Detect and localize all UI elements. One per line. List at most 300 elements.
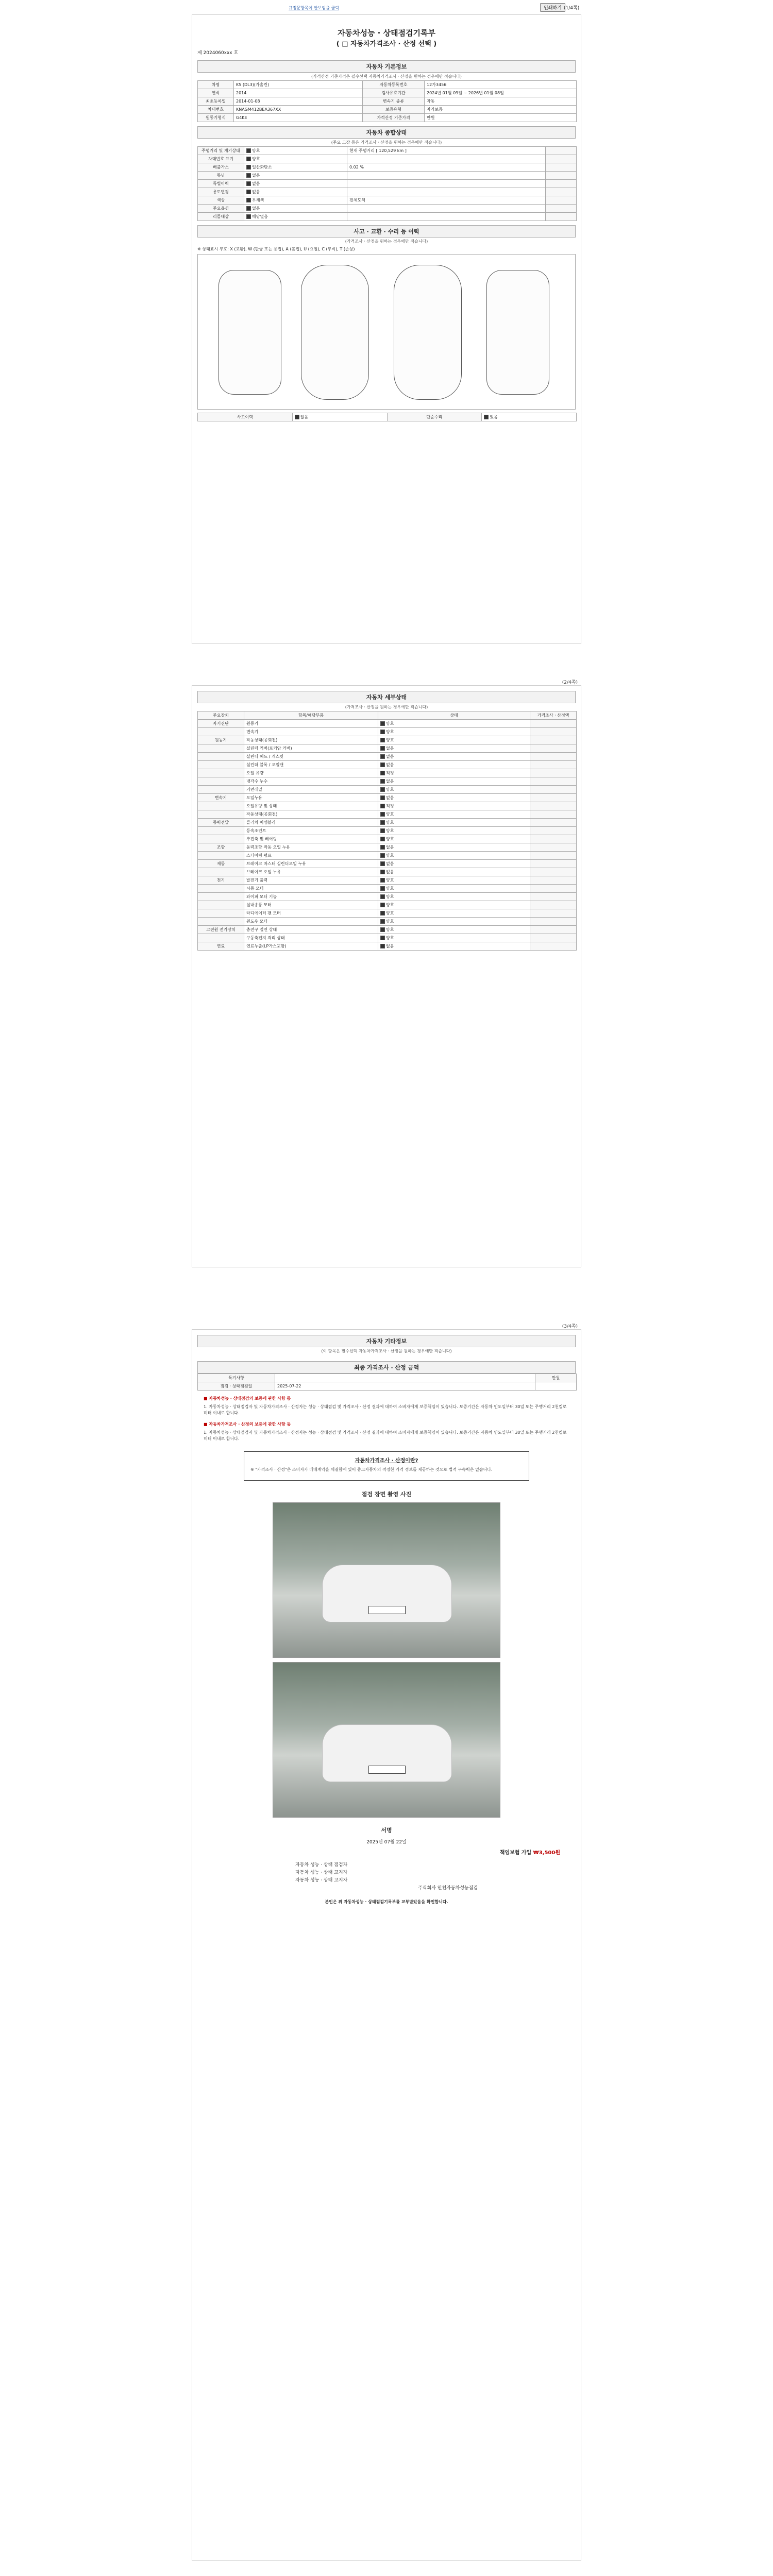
- detail-price: [530, 901, 577, 909]
- detail-item: 클러치 어셈블리: [244, 819, 378, 827]
- detail-group: [198, 769, 244, 777]
- detail-state-text: 양호: [386, 787, 394, 792]
- checkbox-icon: [380, 886, 385, 891]
- detail-price: [530, 876, 577, 885]
- basic-row: [198, 97, 577, 106]
- checkbox-icon: [380, 927, 385, 932]
- detail-group: 자기진단: [198, 720, 244, 728]
- car-diagram: [197, 254, 576, 410]
- detail-state: [378, 802, 530, 810]
- checkbox-icon: [380, 870, 385, 874]
- state-status-text: 없음: [252, 181, 260, 186]
- detail-item: 등속조인트: [244, 827, 378, 835]
- detail-price: [530, 885, 577, 893]
- detail-item: 작동상태(공회전): [244, 736, 378, 744]
- detail-state-text: 없음: [386, 845, 394, 850]
- checkbox-icon: [380, 762, 385, 767]
- state-item: 용도변경: [198, 188, 244, 196]
- detail-state-text: 적정: [386, 771, 394, 775]
- detail-price: [530, 918, 577, 926]
- basic-info-note: (가격산정 기준가격은 필수선택 자동차가격조사 · 산정을 원하는 경우에만 적습니다): [311, 74, 462, 79]
- detail-price: [530, 728, 577, 736]
- page-number: (1/4쪽): [564, 6, 580, 11]
- detail-state: [378, 753, 530, 761]
- notes-label: 특기사항: [198, 1374, 275, 1382]
- state-detail: [347, 213, 546, 221]
- detail-item: 브레이크 마스터 실린더오일 누유: [244, 860, 378, 868]
- detail-row: [198, 926, 577, 934]
- basic-label-2: 보증유형: [363, 106, 425, 114]
- state-price: [546, 155, 577, 163]
- detail-group: [198, 885, 244, 893]
- detail-row: [198, 843, 577, 852]
- state-detail: [347, 205, 546, 213]
- basic-label: 원동기형식: [198, 114, 234, 122]
- state-row: [198, 155, 577, 163]
- detail-price: [530, 744, 577, 753]
- checkbox-icon: [380, 919, 385, 924]
- state-status-text: 없음: [252, 190, 260, 194]
- state-item: 차대번호 표기: [198, 155, 244, 163]
- checkbox-icon: [380, 853, 385, 858]
- detail-item: 시동 모터: [244, 885, 378, 893]
- accident-label: 사고이력: [198, 413, 293, 421]
- page-3: [192, 1324, 581, 2561]
- state-detail: [347, 172, 546, 180]
- checkbox-icon: [246, 173, 251, 178]
- price-unit: 만원: [535, 1374, 577, 1382]
- basic-value-2: 만원: [425, 114, 577, 122]
- checkbox-icon: [246, 190, 251, 194]
- sign-company: 주식회사 인천자동차성능점검: [418, 1886, 478, 1891]
- other-info-section: 자동차 기타정보: [197, 1335, 576, 1347]
- detail-header-price: 가격조사 · 산정액: [530, 711, 577, 720]
- checkbox-icon: [380, 804, 385, 808]
- accident-section: 사고 · 교환 · 수리 등 이력: [197, 225, 576, 238]
- detail-group: [198, 835, 244, 843]
- detail-state: [378, 901, 530, 909]
- state-detail: 전체도색: [347, 196, 546, 205]
- detail-item: 오일누유: [244, 794, 378, 802]
- license-plate-rear: [368, 1766, 406, 1774]
- checkbox-icon: [380, 746, 385, 751]
- checkbox-icon: [380, 861, 385, 866]
- checkbox-icon: [380, 738, 385, 742]
- print-button[interactable]: 인쇄하기: [540, 3, 565, 12]
- detail-price: [530, 942, 577, 951]
- detail-group: [198, 909, 244, 918]
- state-status: [244, 196, 347, 205]
- detail-item: 발전기 출력: [244, 876, 378, 885]
- detail-price: [530, 810, 577, 819]
- checkbox-icon: [380, 779, 385, 784]
- check-date-value: 2025-07-22: [275, 1382, 535, 1391]
- detail-row: [198, 819, 577, 827]
- detail-price: [530, 720, 577, 728]
- basic-info-section: 자동차 기본정보: [197, 60, 576, 73]
- checkbox-icon: [380, 812, 385, 817]
- basic-value: KNAGM412BEA367XX: [234, 106, 363, 114]
- checkbox-icon: [380, 837, 385, 841]
- sign-section-title: 서명: [381, 1827, 392, 1834]
- checkbox-icon: [380, 903, 385, 907]
- detail-state-text: 없음: [386, 861, 394, 866]
- detail-state: [378, 819, 530, 827]
- detail-state: [378, 843, 530, 852]
- state-row: [198, 213, 577, 221]
- detail-item: 원동기: [244, 720, 378, 728]
- accident-status-table: [197, 413, 577, 421]
- accident-legend: ※ 상태표시 부호: X (교환), W (판금 또는 용접), A (흠집), U (요철), C (부식), T (손상): [197, 247, 355, 251]
- detail-row: [198, 802, 577, 810]
- detail-state: [378, 794, 530, 802]
- sign-fee-amount: ₩3,500원: [533, 1850, 560, 1856]
- detail-row: [198, 810, 577, 819]
- sign-fee: [213, 1848, 560, 1856]
- state-row: [198, 172, 577, 180]
- detail-group: 고전원 전기장치: [198, 926, 244, 934]
- detail-item: 실린더 블록 / 오일팬: [244, 761, 378, 769]
- detail-item: 실린더 커버(로커암 커버): [244, 744, 378, 753]
- car-right-view: [486, 270, 549, 395]
- state-row: [198, 180, 577, 188]
- detail-state-text: 없음: [386, 754, 394, 759]
- overall-state-note: (주요 고장 등은 가격조사 · 산정을 원하는 경우에만 적습니다): [331, 140, 442, 145]
- detail-row: [198, 893, 577, 901]
- checkbox-icon: [295, 415, 299, 419]
- detail-row: [198, 901, 577, 909]
- detail-state: [378, 736, 530, 744]
- detail-state: [378, 810, 530, 819]
- detail-price: [530, 934, 577, 942]
- detail-header-state: 상태: [378, 711, 530, 720]
- notice-text: 1. 자동차성능 · 상태점검자 및 자동차가격조사 · 산정자는 성능 · 상태점검 및 가격조사 · 산정 결과에 대하여 소비자에게 보증책임이 있습니다. 보증기간은 자동차 인도일부터 30일 또는 주행거리 2천킬로미터 이내로 합니다.: [204, 1404, 567, 1415]
- detail-item: 동력조향 작동 오일 누유: [244, 843, 378, 852]
- state-status: [244, 180, 347, 188]
- detail-row: [198, 876, 577, 885]
- state-status: [244, 147, 347, 155]
- basic-value-2: 2024년 01월 09일 ~ 2026년 01월 08일: [425, 89, 577, 97]
- detail-row: [198, 728, 577, 736]
- detail-state: [378, 876, 530, 885]
- detail-item: 변속기: [244, 728, 378, 736]
- detail-item: 연료누출(LP가스포함): [244, 942, 378, 951]
- detail-state: [378, 909, 530, 918]
- detail-header-item: 항목/해당부품: [244, 711, 378, 720]
- detail-item: 윈도우 모터: [244, 918, 378, 926]
- detail-row: [198, 761, 577, 769]
- detail-state: [378, 885, 530, 893]
- checkbox-icon: [246, 157, 251, 161]
- state-price: [546, 188, 577, 196]
- detail-group: [198, 761, 244, 769]
- basic-row: [198, 81, 577, 89]
- checkbox-icon: [246, 181, 251, 186]
- detail-item: 커먼레일: [244, 786, 378, 794]
- car-top-view: [301, 265, 369, 400]
- detail-price: [530, 736, 577, 744]
- warning-box-title: 자동차가격조사 · 산정이란?: [355, 1458, 418, 1464]
- checkbox-icon: [246, 198, 251, 202]
- state-row: [198, 188, 577, 196]
- detail-state: [378, 769, 530, 777]
- detail-group: [198, 852, 244, 860]
- detail-row: [198, 835, 577, 843]
- state-status-text: 해당없음: [252, 214, 268, 219]
- detail-row: [198, 918, 577, 926]
- state-status: [244, 213, 347, 221]
- basic-label: 차명: [198, 81, 234, 89]
- detail-price: [530, 868, 577, 876]
- basic-value: 2014: [234, 89, 363, 97]
- state-detail: [347, 155, 546, 163]
- detail-item: 와이퍼 모터 기능: [244, 893, 378, 901]
- overall-state-section: 자동차 종합상태: [197, 126, 576, 139]
- detail-state-text: 양호: [386, 878, 394, 883]
- detail-row: [198, 909, 577, 918]
- detail-state-text: 양호: [386, 738, 394, 742]
- detail-state: [378, 934, 530, 942]
- basic-value-2: 자가보증: [425, 106, 577, 114]
- basic-label-2: 변속기 종류: [363, 97, 425, 106]
- page-2: [192, 680, 581, 1267]
- detail-price: [530, 909, 577, 918]
- detail-state: [378, 720, 530, 728]
- detail-row: [198, 720, 577, 728]
- accident-label: 단순수리: [387, 413, 482, 421]
- state-status: [244, 155, 347, 163]
- detail-state: [378, 893, 530, 901]
- checkbox-icon: [380, 820, 385, 825]
- state-row: [198, 163, 577, 172]
- detail-group: 조향: [198, 843, 244, 852]
- basic-value: G4KE: [234, 114, 363, 122]
- detail-state: [378, 744, 530, 753]
- detail-item: 실내송풍 모터: [244, 901, 378, 909]
- basic-row: [198, 89, 577, 97]
- checkbox-icon: [484, 415, 489, 419]
- basic-row: [198, 106, 577, 114]
- state-detail: [347, 188, 546, 196]
- detail-item: 브레이크 오일 누유: [244, 868, 378, 876]
- detail-row: [198, 868, 577, 876]
- detail-state-text: 없음: [386, 779, 394, 784]
- help-link[interactable]: 규정문항목이 안보임을 클릭: [289, 6, 339, 10]
- detail-row: [198, 753, 577, 761]
- detail-item: 오일유량 및 상태: [244, 802, 378, 810]
- signers-block: [295, 1861, 478, 1891]
- document-title: 자동차성능 · 상태점검기록부: [337, 28, 436, 38]
- detail-group: 변속기: [198, 794, 244, 802]
- basic-label: 연식: [198, 89, 234, 97]
- detail-group: [198, 810, 244, 819]
- detail-group: 전기: [198, 876, 244, 885]
- warning-box: [244, 1451, 529, 1481]
- detail-group: [198, 901, 244, 909]
- checkbox-icon: [380, 721, 385, 726]
- state-status: [244, 172, 347, 180]
- detail-state-text: 없음: [386, 762, 394, 767]
- detail-group: [198, 918, 244, 926]
- detail-state-text: 없음: [386, 795, 394, 800]
- notes-value: [275, 1374, 535, 1382]
- detail-price: [530, 761, 577, 769]
- state-status-text: 무채색: [252, 198, 264, 202]
- checkbox-icon: [246, 206, 251, 211]
- state-detail: 0.02 %: [347, 163, 546, 172]
- detail-price: [530, 777, 577, 786]
- checkbox-icon: [380, 944, 385, 948]
- basic-label: 차대번호: [198, 106, 234, 114]
- license-plate: [368, 1606, 406, 1614]
- detail-price: [530, 753, 577, 761]
- detail-group: [198, 777, 244, 786]
- checkbox-icon: [246, 148, 251, 153]
- detail-group: [198, 934, 244, 942]
- notice-title: ■ 자동차성능 · 상태점검의 보증에 관한 사항 등: [204, 1396, 291, 1401]
- detail-price: [530, 819, 577, 827]
- basic-label-2: 검사유효기간: [363, 89, 425, 97]
- detail-row: [198, 827, 577, 835]
- checkbox-icon: [380, 936, 385, 940]
- state-row: [198, 147, 577, 155]
- detail-group: [198, 744, 244, 753]
- detail-state: [378, 786, 530, 794]
- state-item: 특별이력: [198, 180, 244, 188]
- state-price: [546, 172, 577, 180]
- state-item: 주요옵션: [198, 205, 244, 213]
- state-status-text: 양호: [252, 148, 260, 153]
- state-row: [198, 196, 577, 205]
- detail-row: [198, 942, 577, 951]
- accident-value-text: 없음: [300, 415, 309, 419]
- photo-section-title: 점검 장면 촬영 사진: [361, 1491, 412, 1498]
- detail-state: [378, 777, 530, 786]
- detail-group: [198, 827, 244, 835]
- final-price-section: 최종 가격조사 · 산정 금액: [197, 1361, 576, 1374]
- detail-item: 충전구 절연 상태: [244, 926, 378, 934]
- checkbox-icon: [380, 787, 385, 792]
- detail-state-text: 적정: [386, 804, 394, 808]
- checkbox-icon: [380, 730, 385, 734]
- state-row: [198, 205, 577, 213]
- detail-state: [378, 827, 530, 835]
- page-2-number: (2/4쪽): [562, 680, 578, 685]
- state-price: [546, 213, 577, 221]
- state-status-text: 양호: [252, 157, 260, 161]
- detail-item: 라디에이터 팬 모터: [244, 909, 378, 918]
- checkbox-icon: [246, 214, 251, 219]
- detail-row: [198, 769, 577, 777]
- state-status-text: 없음: [252, 173, 260, 178]
- state-price: [546, 180, 577, 188]
- sign-fee-label: 책임보험 가입: [499, 1850, 532, 1856]
- detail-item: 작동상태(공회전): [244, 810, 378, 819]
- basic-row: [198, 114, 577, 122]
- detail-state: [378, 835, 530, 843]
- detail-row: [198, 852, 577, 860]
- checkbox-icon: [380, 845, 385, 850]
- inspection-photo-rear: [273, 1662, 500, 1818]
- state-price: [546, 163, 577, 172]
- checkbox-icon: [246, 165, 251, 170]
- state-status: [244, 163, 347, 172]
- state-price: [546, 196, 577, 205]
- basic-value-2: 자동: [425, 97, 577, 106]
- overall-state-table: [197, 146, 577, 221]
- detail-state-text: 양호: [386, 903, 394, 907]
- detail-item: 실린더 헤드 / 개스킷: [244, 753, 378, 761]
- state-status-text: 일산화탄소: [252, 165, 272, 170]
- detail-state: [378, 942, 530, 951]
- detail-price: [530, 769, 577, 777]
- detail-state: [378, 761, 530, 769]
- accident-row: [198, 413, 577, 421]
- detail-group: 원동기: [198, 736, 244, 744]
- basic-info-table: [197, 80, 577, 122]
- document-subtitle: ( □ 자동차가격조사 · 산정 선택 ): [336, 40, 437, 48]
- detail-price: [530, 926, 577, 934]
- detail-group: 제동: [198, 860, 244, 868]
- detail-price: [530, 852, 577, 860]
- state-status: [244, 188, 347, 196]
- basic-label: 최초등록일: [198, 97, 234, 106]
- detail-row: [198, 885, 577, 893]
- checkbox-icon: [380, 771, 385, 775]
- state-detail: [347, 180, 546, 188]
- detail-item: 오일 유량: [244, 769, 378, 777]
- detail-table: [197, 711, 577, 951]
- car-bottom-view: [394, 265, 462, 400]
- detail-row: [198, 777, 577, 786]
- detail-group: [198, 802, 244, 810]
- signer-2: 자동차 성능 · 상태 고지자: [295, 1870, 348, 1875]
- accident-value-text: 있음: [490, 415, 498, 419]
- detail-header-device: 주요장치: [198, 711, 244, 720]
- detail-item: 냉각수 누수: [244, 777, 378, 786]
- detail-state: [378, 852, 530, 860]
- sign-date: 2025년 07월 22일: [366, 1840, 407, 1845]
- detail-group: [198, 728, 244, 736]
- detail-state-text: 양호: [386, 919, 394, 924]
- detail-group: 연료: [198, 942, 244, 951]
- detail-state-text: 없음: [386, 746, 394, 751]
- basic-label-2: 가격산정 기준가격: [363, 114, 425, 122]
- detail-state: [378, 918, 530, 926]
- detail-state: [378, 728, 530, 736]
- state-item: 색상: [198, 196, 244, 205]
- reference-number: 제 2024060xxx 호: [197, 50, 239, 56]
- detail-group: [198, 868, 244, 876]
- final-price-table: [197, 1374, 577, 1391]
- check-date-label: 점검 · 상태점검일: [198, 1382, 275, 1391]
- car-left-view: [219, 270, 281, 395]
- detail-state: [378, 860, 530, 868]
- warning-box-text: ※ "가격조사 · 산정"은 소비자가 매매계약을 체결함에 있어 중고자동차의 적정한 가격 정보를 제공하는 것으로 법적 구속력은 없습니다.: [250, 1467, 493, 1472]
- checkbox-icon: [380, 795, 385, 800]
- footer-text: 본인은 위 자동차성능 · 상태점검기록부를 교부받았음을 확인합니다.: [325, 1900, 448, 1904]
- detail-item: 구동축전지 격리 상태: [244, 934, 378, 942]
- accident-value: [482, 413, 577, 421]
- state-item: 튜닝: [198, 172, 244, 180]
- detail-row: [198, 786, 577, 794]
- state-item: 리콜대상: [198, 213, 244, 221]
- page-1: [192, 14, 581, 644]
- detail-state-text: 양호: [386, 812, 394, 817]
- basic-label-2: 자동차등록번호: [363, 81, 425, 89]
- notice-title-2: ■ 자동차가격조사 · 산정의 보증에 관한 사항 등: [204, 1422, 291, 1427]
- notice-text-2: 1. 자동차성능 · 상태점검자 및 자동차가격조사 · 산정자는 성능 · 상태점검 및 가격조사 · 산정 결과에 대하여 소비자에게 보증책임이 있습니다. 보증기간은 자동차 인도일부터 30일 또는 주행거리 2천킬로미터 이내로 합니다.: [204, 1430, 567, 1441]
